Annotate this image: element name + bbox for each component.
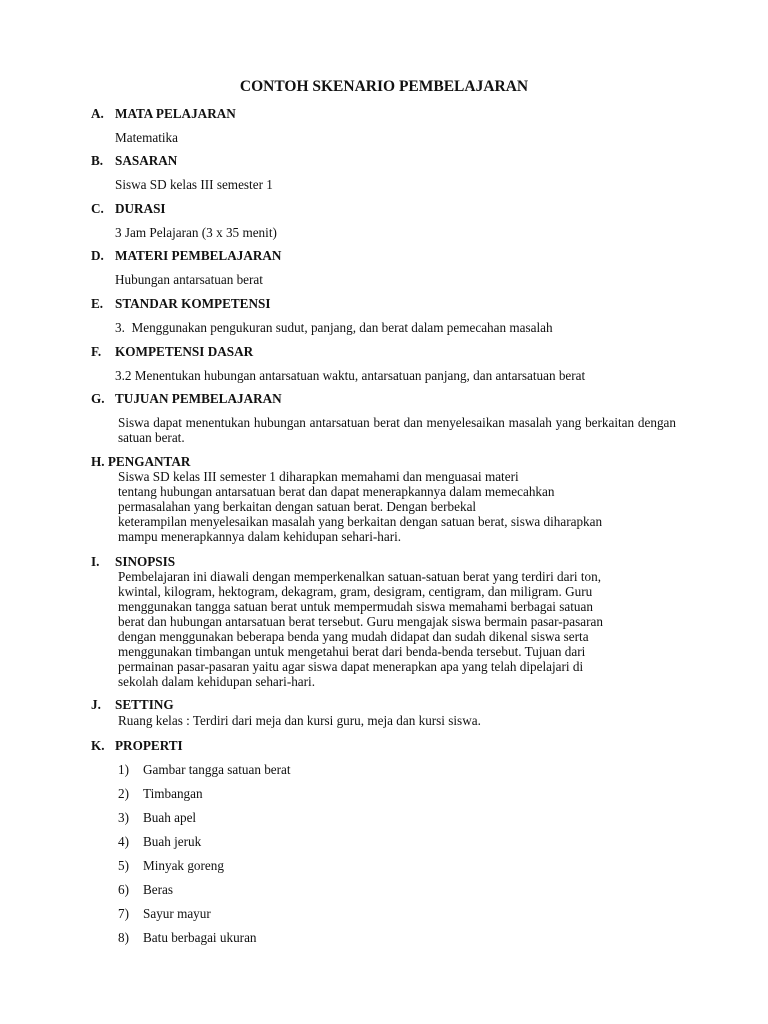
list-item-text: Timbangan <box>143 786 203 801</box>
section-b-content: Siswa SD kelas III semester 1 <box>115 177 273 192</box>
section-i-line: sekolah dalam kehidupan sehari-hari. <box>118 674 316 689</box>
section-i-line: menggunakan tangga satuan berat untuk mempermudah siswa memahami berbagai satuan <box>118 599 593 614</box>
list-item <box>118 906 211 921</box>
section-f-letter: F. <box>91 344 102 359</box>
section-h-line: permasalahan yang berkaitan dengan satuan berat. Dengan berbekal <box>118 499 477 514</box>
section-j-heading <box>91 697 174 712</box>
section-a-title: MATA PELAJARAN <box>115 106 236 121</box>
section-b-heading <box>91 153 177 168</box>
section-e-letter: E. <box>91 296 104 311</box>
list-item <box>118 882 173 897</box>
section-h-line: Siswa SD kelas III semester 1 diharapkan memahami dan menguasai materi <box>118 469 519 484</box>
list-item-number: 2) <box>118 786 129 801</box>
section-g-content: Siswa dapat menentukan hubungan antarsatuan berat dan menyelesaikan masalah yang berkaitan dengan satuan berat. <box>118 415 676 445</box>
list-item-text: Beras <box>143 882 174 897</box>
list-item <box>118 810 196 825</box>
section-g-title: TUJUAN PEMBELAJARAN <box>115 391 282 406</box>
section-d-title: MATERI PEMBELAJARAN <box>115 248 282 263</box>
section-b-title: SASARAN <box>115 153 178 168</box>
section-e-content: 3. Menggunakan pengukuran sudut, panjang, dan berat dalam pemecahan masalah <box>115 320 553 335</box>
document-title: CONTOH SKENARIO PEMBELAJARAN <box>239 78 529 95</box>
section-h-heading: H. PENGANTAR <box>91 454 191 469</box>
list-item-text: Gambar tangga satuan berat <box>143 762 291 777</box>
list-item-text: Buah apel <box>143 810 197 825</box>
section-j-content: Ruang kelas : Terdiri dari meja dan kursi guru, meja dan kursi siswa. <box>118 713 481 728</box>
section-h-line: mampu menerapkannya dalam kehidupan sehari-hari. <box>118 529 402 544</box>
section-h-content <box>118 469 676 544</box>
section-b-letter: B. <box>91 153 104 168</box>
section-j-letter: J. <box>91 697 101 712</box>
section-d-heading <box>91 248 281 263</box>
section-i-line: Pembelajaran ini diawali dengan memperkenalkan satuan-satuan berat yang terdiri dari ton, <box>118 569 601 584</box>
section-c-heading <box>91 201 166 216</box>
list-item <box>118 858 224 873</box>
list-item-number: 5) <box>118 858 129 873</box>
section-g-heading <box>91 391 282 406</box>
section-k-heading <box>91 738 183 753</box>
section-e-heading <box>91 296 270 311</box>
section-i-line: permainan pasar-pasaran yaitu agar siswa dapat menerapkan apa yang telah dipelajari di <box>118 659 584 674</box>
section-h-line: tentang hubungan antarsatuan berat dan dapat menerapkannya dalam memecahkan <box>118 484 555 499</box>
section-i-heading <box>91 554 175 569</box>
section-f-heading <box>91 344 253 359</box>
section-g-letter: G. <box>91 391 105 406</box>
section-e-title: STANDAR KOMPETENSI <box>115 296 271 311</box>
list-item-number: 3) <box>118 810 129 825</box>
section-i-line: berat dan hubungan antarsatuan berat tersebut. Guru mengajak siswa bermain pasar-pasaran <box>118 614 603 629</box>
section-i-title: SINOPSIS <box>115 554 176 569</box>
section-i-line: kwintal, kilogram, hektogram, dekagram, gram, desigram, centigram, dan miligram. Guru <box>118 584 593 599</box>
list-item-text: Batu berbagai ukuran <box>143 930 257 945</box>
section-c-letter: C. <box>91 201 104 216</box>
section-i-line: menggunakan timbangan untuk mengetahui berat dari benda-benda tersebut. Tujuan dari <box>118 644 586 659</box>
list-item-number: 8) <box>118 930 129 945</box>
section-c-title: DURASI <box>115 201 166 216</box>
section-k-title: PROPERTI <box>115 738 183 753</box>
list-item <box>118 930 257 945</box>
list-item-text: Buah jeruk <box>143 834 202 849</box>
list-item-text: Minyak goreng <box>143 858 224 873</box>
section-i-content <box>118 569 676 689</box>
list-item-number: 1) <box>118 762 129 777</box>
section-c-content: 3 Jam Pelajaran (3 x 35 menit) <box>115 225 277 240</box>
section-d-content: Hubungan antarsatuan berat <box>115 272 263 287</box>
section-i-letter: I. <box>91 554 100 569</box>
section-k-letter: K. <box>91 738 105 753</box>
section-d-letter: D. <box>91 248 104 263</box>
list-item <box>118 834 201 849</box>
section-j-title: SETTING <box>115 697 174 712</box>
list-item <box>118 786 203 801</box>
list-item-text: Sayur mayur <box>143 906 211 921</box>
section-f-title: KOMPETENSI DASAR <box>115 344 254 359</box>
list-item <box>118 762 291 777</box>
section-f-content: 3.2 Menentukan hubungan antarsatuan waktu, antarsatuan panjang, dan antarsatuan berat <box>115 368 586 383</box>
section-i-line: dengan menggunakan beberapa benda yang mudah didapat dan sudah dikenal siswa serta <box>118 629 589 644</box>
list-item-number: 7) <box>118 906 129 921</box>
section-h-line: keterampilan menyelesaikan masalah yang berkaitan dengan satuan berat, siswa diharapkan <box>118 514 603 529</box>
section-a-content: Matematika <box>115 130 178 145</box>
section-a-letter: A. <box>91 106 104 121</box>
list-item-number: 4) <box>118 834 129 849</box>
section-a-heading <box>91 106 236 121</box>
list-item-number: 6) <box>118 882 129 897</box>
